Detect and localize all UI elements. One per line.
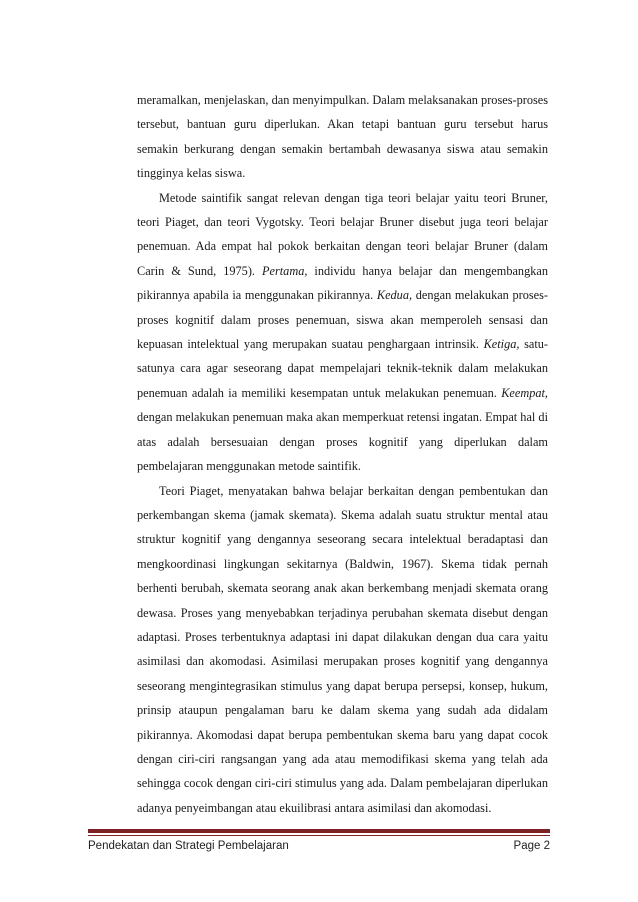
page-number: Page 2 [513,840,550,852]
footer-rule-thin [88,835,550,836]
italic-term: Ketiga, [483,337,520,352]
text-run: dengan melakukan proses-proses kognitif dalam proses penemuan, siswa akan memperoleh sensasi dan kepuasan intelektual yang merupakan suatau penghargaan intrinsik. [137,288,548,352]
body-text [137,88,548,820]
footer-title: Pendekatan dan Strategi Pembelajaran [88,840,289,852]
text-run: dengan melakukan penemuan maka akan memperkuat retensi ingatan. Empat hal di atas adalah bersesuaian dengan proses kognitif yang diperlukan dalam pembelajaran menggunakan metode saintifik. [137,410,548,474]
paragraph-continuation [137,88,548,186]
page-footer [88,840,550,852]
text-run: meramalkan, menjelaskan, dan menyimpulkan. Dalam melaksanakan proses-proses tersebut, bantuan guru diperlukan. Akan tetapi bantuan guru tersebut harus semakin berkurang dengan semakin bertambah dewasanya siswa atau semakin tingginya kelas siswa. [137,93,548,181]
text-run: Teori Piaget, menyatakan bahwa belajar berkaitan dengan pembentukan dan perkembangan skema (jamak skemata). Skema adalah suatu struktur mental atau struktur kognitif yang dengannya seseorang secara intelektual beradaptasi dan mengkoordinasi lingkungan sekitarnya (Baldwin, 1967). Skema tidak pernah berhenti berubah, skemata seorang anak akan berkembang menjadi skemata orang dewasa. Proses yang menyebabkan terjadinya perubahan skemata disebut dengan adaptasi. Proses terbentuknya adaptasi ini dapat dilakukan dengan dua cara yaitu asimilasi dan akomodasi. Asimilasi merupakan proses kognitif yang dengannya seseorang mengintegrasikan stimulus yang dapat berupa persepsi, konsep, hukum, prinsip ataupun pengalaman baru ke dalam skema yang sudah ada didalam pikirannya. Akomodasi dapat berupa pembentukan skema baru yang dapat cocok dengan ciri-ciri rangsangan yang ada atau memodifikasi skema yang telah ada sehingga cocok dengan ciri-ciri stimulus yang ada. Dalam pembelajaran diperlukan adanya penyeimbangan atau ekuilibrasi antara asimilasi dan akomodasi. [137,483,548,815]
text-run: Metode saintifik sangat relevan dengan tiga teori belajar yaitu teori Bruner, teori Piaget, dan teori Vygotsky. Teori belajar Bruner disebut juga teori belajar penemuan. Ada empat hal pokok berkaitan dengan teori belajar Bruner (dalam Carin & Sund, 1975). [137,190,548,278]
text-run: satu-satunya cara agar seseorang dapat mempelajari teknik-teknik dalam melakukan penemuan adalah ia memiliki kesempatan untuk melakukan penemuan. [137,337,549,400]
italic-term: Pertama, [262,263,308,278]
italic-term: Keempat, [501,385,548,400]
italic-term: Kedua, [376,288,413,303]
text-run: individu hanya belajar dan mengembangkan pikirannya apabila ia menggunakan pikirannya. [137,263,548,303]
paragraph-piaget [137,479,548,821]
paragraph-bruner [137,186,548,479]
footer-rule-thick [88,829,550,833]
